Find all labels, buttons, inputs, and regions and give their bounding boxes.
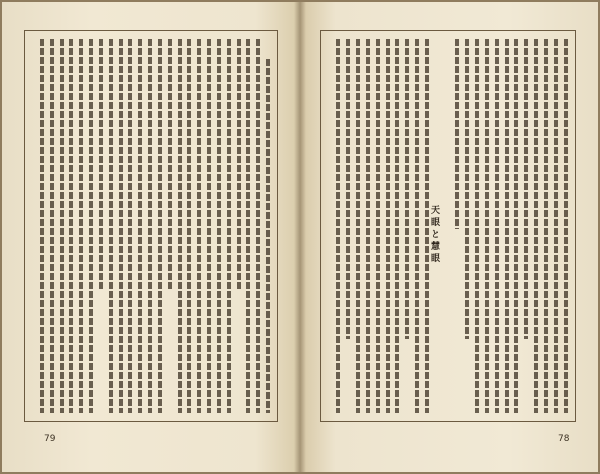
text-placeholder <box>256 39 260 413</box>
text-column <box>204 39 214 413</box>
text-column <box>383 39 393 413</box>
text-column <box>412 39 422 413</box>
text-column <box>502 39 512 413</box>
text-column <box>86 39 96 413</box>
left-text-frame <box>24 30 278 422</box>
text-column <box>422 39 432 413</box>
right-text-frame <box>320 30 576 422</box>
right-page <box>300 2 598 472</box>
text-placeholder <box>217 39 221 413</box>
text-column <box>511 39 521 413</box>
text-placeholder <box>485 39 489 413</box>
left-page <box>2 2 300 472</box>
text-column <box>482 39 492 413</box>
text-column <box>243 39 253 413</box>
text-placeholder <box>99 39 103 289</box>
text-column <box>116 39 126 413</box>
text-placeholder <box>475 39 479 413</box>
text-column <box>402 39 412 413</box>
text-placeholder <box>366 39 370 413</box>
right-page-number: 78 <box>558 434 570 444</box>
text-placeholder <box>158 39 162 413</box>
text-column <box>363 39 373 413</box>
text-placeholder <box>376 39 380 413</box>
text-placeholder <box>415 39 419 413</box>
text-placeholder <box>356 39 360 413</box>
text-column <box>184 39 194 413</box>
text-column <box>531 39 541 413</box>
text-column <box>145 39 155 413</box>
text-column <box>392 39 402 413</box>
text-placeholder <box>386 39 390 413</box>
text-column <box>194 39 204 413</box>
text-column <box>106 39 116 413</box>
text-column <box>343 39 353 413</box>
left-page-number: 79 <box>44 434 56 444</box>
text-column <box>66 39 76 413</box>
text-column <box>165 39 175 413</box>
text-placeholder <box>395 39 399 413</box>
text-column <box>214 39 224 413</box>
text-placeholder <box>69 39 73 413</box>
text-placeholder <box>505 39 509 413</box>
text-placeholder <box>50 39 54 413</box>
text-placeholder <box>109 39 113 413</box>
text-placeholder <box>346 39 350 339</box>
text-placeholder <box>534 39 538 413</box>
text-column <box>253 39 263 413</box>
text-placeholder <box>178 39 182 413</box>
text-placeholder <box>138 39 142 413</box>
text-placeholder <box>79 39 83 413</box>
text-column <box>263 39 273 413</box>
text-column <box>541 39 551 413</box>
text-column <box>492 39 502 413</box>
text-placeholder <box>207 39 211 413</box>
text-placeholder <box>495 39 499 413</box>
text-placeholder <box>524 39 528 339</box>
text-column <box>373 39 383 413</box>
text-placeholder <box>514 39 518 413</box>
text-placeholder <box>227 39 231 413</box>
text-placeholder <box>544 39 548 413</box>
text-placeholder <box>266 59 270 413</box>
text-column <box>96 39 106 413</box>
text-placeholder <box>60 39 64 413</box>
text-column <box>76 39 86 413</box>
text-placeholder <box>197 39 201 413</box>
text-placeholder <box>128 39 132 413</box>
text-placeholder <box>455 39 459 229</box>
text-column <box>155 39 165 413</box>
text-placeholder <box>554 39 558 413</box>
text-column <box>47 39 57 413</box>
text-column <box>353 39 363 413</box>
text-placeholder <box>405 39 409 339</box>
text-placeholder <box>148 39 152 413</box>
text-column <box>551 39 561 413</box>
text-placeholder <box>119 39 123 413</box>
text-placeholder <box>246 39 250 413</box>
text-column <box>521 39 531 413</box>
text-column <box>175 39 185 413</box>
text-placeholder <box>425 39 429 413</box>
text-column <box>125 39 135 413</box>
text-placeholder <box>89 39 93 413</box>
text-placeholder <box>237 39 241 289</box>
text-placeholder <box>40 39 44 413</box>
text-placeholder <box>168 39 172 289</box>
text-column <box>333 39 343 413</box>
text-placeholder <box>465 39 469 339</box>
text-column <box>452 39 462 413</box>
text-column <box>234 39 244 413</box>
text-column <box>224 39 234 413</box>
text-placeholder <box>564 39 568 413</box>
text-placeholder <box>336 39 340 413</box>
text-column <box>37 39 47 413</box>
text-column <box>462 39 472 413</box>
book-spread <box>2 2 598 472</box>
book-gutter <box>294 2 306 472</box>
section-heading: 天眼と慧眼 <box>429 205 439 265</box>
text-placeholder <box>187 39 191 413</box>
text-column <box>135 39 145 413</box>
text-column <box>57 39 67 413</box>
text-column <box>472 39 482 413</box>
text-column <box>561 39 571 413</box>
